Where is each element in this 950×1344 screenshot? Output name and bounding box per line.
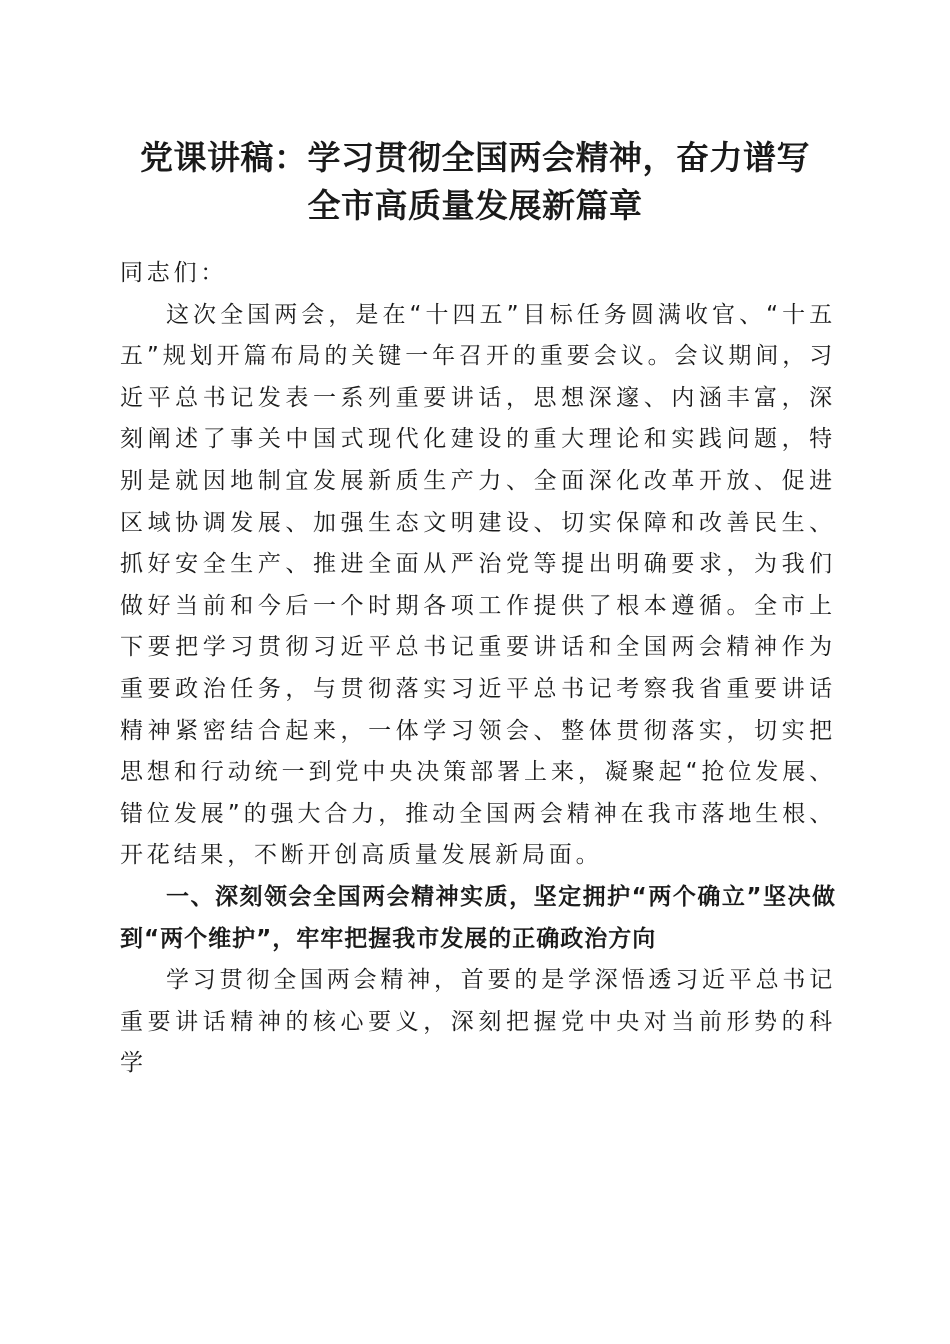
document-body	[120, 253, 836, 1085]
section-heading-1: 一、深刻领会全国两会精神实质，坚定拥护“两个确立”坚决做到“两个维护”，牢牢把握我市发展的正确政治方向	[120, 883, 836, 952]
paragraph-intro: 这次全国两会，是在“十四五”目标任务圆满收官、“十五五”规划开篇布局的关键一年召开的重要会议。会议期间，习近平总书记发表一系列重要讲话，思想深邃、内涵丰富，深刻阐述了事关中国式现代化建设的重大理论和实践问题，特别是就因地制宜发展新质生产力、全面深化改革开放、促进区域协调发展、加强生态文明建设、切实保障和改善民生、抓好安全生产、推进全面从严治党等提出明确要求，为我们做好当前和今后一个时期各项工作提供了根本遵循。全市上下要把学习贯彻习近平总书记重要讲话和全国两会精神作为重要政治任务，与贯彻落实习近平总书记考察我省重要讲话精神紧密结合起来，一体学习领会、整体贯彻落实，切实把思想和行动统一到党中央决策部署上来，凝聚起“抢位发展、错位发展”的强大合力，推动全国两会精神在我市落地生根、开花结果，不断开创高质量发展新局面。	[120, 301, 836, 869]
title-line-2: 全市高质量发展新篇章	[307, 186, 643, 225]
document-title	[100, 134, 850, 230]
salutation: 同志们：	[120, 260, 228, 286]
title-line-1: 党课讲稿：学习贯彻全国两会精神，奋力谱写	[140, 138, 810, 177]
paragraph-section-1: 学习贯彻全国两会精神，首要的是学深悟透习近平总书记重要讲话精神的核心要义，深刻把握党中央对当前形势的科学	[120, 967, 836, 1077]
